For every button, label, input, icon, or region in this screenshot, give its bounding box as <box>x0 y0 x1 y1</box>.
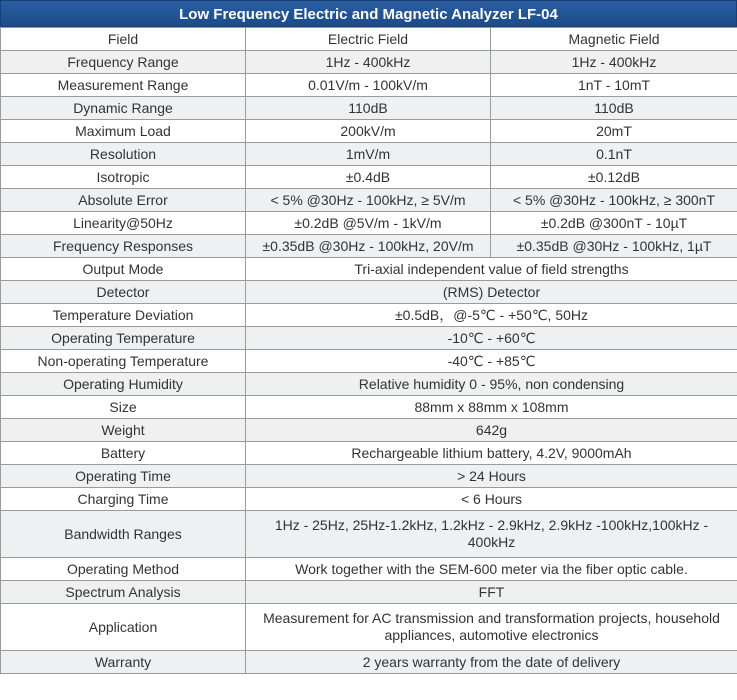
table-row <box>1 488 737 511</box>
row-value: 1mV/m <box>246 143 491 166</box>
row-value: ±0.5dB，@-5℃ - +50℃, 50Hz <box>246 304 737 327</box>
row-value: -10℃ - +60℃ <box>246 327 737 350</box>
row-label: Warranty <box>1 651 246 674</box>
row-value: 200kV/m <box>246 120 491 143</box>
row-value: FFT <box>246 581 737 604</box>
table-row <box>1 51 737 74</box>
table-row <box>1 166 737 189</box>
row-value: 642g <box>246 419 737 442</box>
table-row <box>1 373 737 396</box>
table-row <box>1 442 737 465</box>
row-label: Spectrum Analysis <box>1 581 246 604</box>
table-row <box>1 212 737 235</box>
row-label: Output Mode <box>1 258 246 281</box>
row-value: 0.01V/m - 100kV/m <box>246 74 491 97</box>
row-label: Measurement Range <box>1 74 246 97</box>
row-label: Linearity@50Hz <box>1 212 246 235</box>
row-value: 0.1nT <box>491 143 737 166</box>
row-label: Operating Temperature <box>1 327 246 350</box>
row-value: < 6 Hours <box>246 488 737 511</box>
row-label: Size <box>1 396 246 419</box>
row-value: Relative humidity 0 - 95%, non condensing <box>246 373 737 396</box>
header-row <box>1 28 737 51</box>
row-value: ±0.2dB @300nT - 10µT <box>491 212 737 235</box>
table-row <box>1 258 737 281</box>
row-value: 1Hz - 400kHz <box>491 51 737 74</box>
row-value: > 24 Hours <box>246 465 737 488</box>
row-value: 20mT <box>491 120 737 143</box>
table-row <box>1 235 737 258</box>
table-row <box>1 350 737 373</box>
table-row <box>1 419 737 442</box>
table-row <box>1 74 737 97</box>
row-value: ±0.35dB @30Hz - 100kHz, 20V/m <box>246 235 491 258</box>
row-label: Operating Time <box>1 465 246 488</box>
header-cell: Electric Field <box>246 28 491 51</box>
row-value: 2 years warranty from the date of delivery <box>246 651 737 674</box>
table-row <box>1 120 737 143</box>
table-row <box>1 604 737 651</box>
row-label: Non-operating Temperature <box>1 350 246 373</box>
row-label: Charging Time <box>1 488 246 511</box>
row-label: Detector <box>1 281 246 304</box>
row-value: ±0.4dB <box>246 166 491 189</box>
table-row <box>1 143 737 166</box>
row-label: Application <box>1 604 246 651</box>
table-row <box>1 558 737 581</box>
row-label: Frequency Responses <box>1 235 246 258</box>
row-value: 1Hz - 25Hz, 25Hz-1.2kHz, 1.2kHz - 2.9kHz, 2.9kHz -100kHz,100kHz - 400kHz <box>246 511 737 558</box>
table-row <box>1 581 737 604</box>
row-value: Measurement for AC transmission and transformation projects, household appliances, automotive electronics <box>246 604 737 651</box>
table-row <box>1 511 737 558</box>
row-value: Rechargeable lithium battery, 4.2V, 9000mAh <box>246 442 737 465</box>
header-cell: Magnetic Field <box>491 28 737 51</box>
table-row <box>1 396 737 419</box>
table-row <box>1 281 737 304</box>
row-value: < 5% @30Hz - 100kHz, ≥ 5V/m <box>246 189 491 212</box>
row-label: Isotropic <box>1 166 246 189</box>
row-value: 110dB <box>491 97 737 120</box>
row-label: Weight <box>1 419 246 442</box>
row-label: Frequency Range <box>1 51 246 74</box>
table-row <box>1 465 737 488</box>
row-label: Operating Humidity <box>1 373 246 396</box>
row-value: 110dB <box>246 97 491 120</box>
table-title: Low Frequency Electric and Magnetic Analyzer LF-04 <box>0 0 737 27</box>
table-row <box>1 97 737 120</box>
row-label: Bandwidth Ranges <box>1 511 246 558</box>
row-value: ±0.35dB @30Hz - 100kHz, 1µT <box>491 235 737 258</box>
table-row <box>1 189 737 212</box>
row-value: ±0.12dB <box>491 166 737 189</box>
row-value: 1nT - 10mT <box>491 74 737 97</box>
row-label: Resolution <box>1 143 246 166</box>
row-value: 88mm x 88mm x 108mm <box>246 396 737 419</box>
row-value: Tri-axial independent value of field strengths <box>246 258 737 281</box>
spec-table <box>0 27 737 674</box>
table-row <box>1 651 737 674</box>
row-value: (RMS) Detector <box>246 281 737 304</box>
header-cell: Field <box>1 28 246 51</box>
row-label: Maximum Load <box>1 120 246 143</box>
table-row <box>1 304 737 327</box>
row-value: ±0.2dB @5V/m - 1kV/m <box>246 212 491 235</box>
row-value: Work together with the SEM-600 meter via the fiber optic cable. <box>246 558 737 581</box>
row-label: Dynamic Range <box>1 97 246 120</box>
row-value: 1Hz - 400kHz <box>246 51 491 74</box>
row-label: Operating Method <box>1 558 246 581</box>
row-label: Absolute Error <box>1 189 246 212</box>
table-row <box>1 327 737 350</box>
row-value: < 5% @30Hz - 100kHz, ≥ 300nT <box>491 189 737 212</box>
row-label: Temperature Deviation <box>1 304 246 327</box>
row-value: -40℃ - +85℃ <box>246 350 737 373</box>
row-label: Battery <box>1 442 246 465</box>
